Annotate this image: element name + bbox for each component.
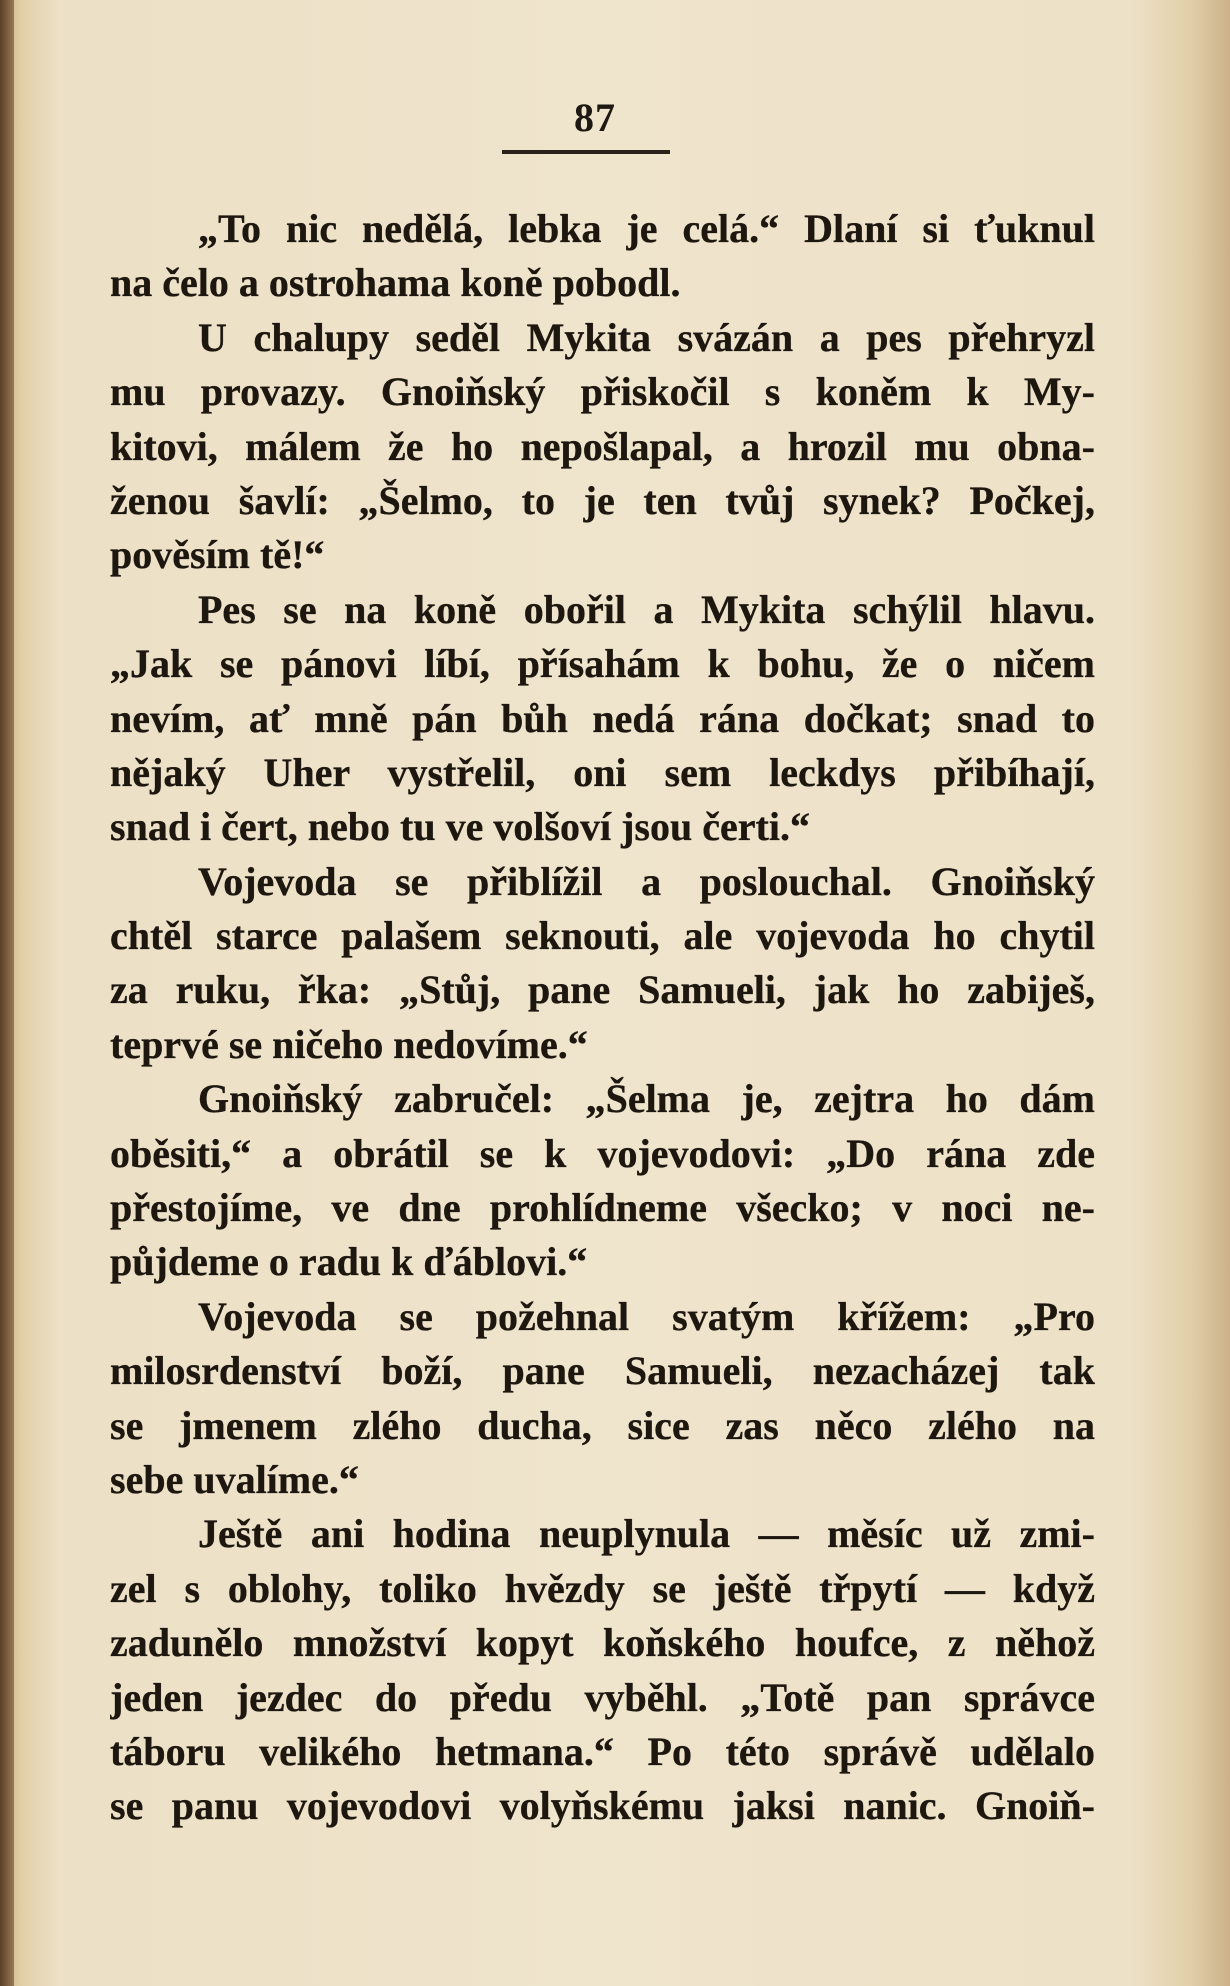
text-line: „To nic nedělá, lebka je celá.“ Dlaní si ťuknul — [198, 206, 1095, 251]
text-line: mu provazy. Gnoiňský přiskočil s koněm k My- — [110, 369, 1095, 415]
text-line: zadunělo množství kopyt koňského houfce, z něhož — [110, 1620, 1095, 1666]
text-line: nějaký Uher vystřelil, oni sem leckdys přibíhají, — [110, 749, 1095, 795]
text-line: snad i čert, nebo tu ve volšoví jsou čerti.“ — [110, 804, 810, 850]
text-line: oběsiti,“ a obrátil se k vojevodovi: „Do rána zde — [110, 1130, 1095, 1176]
text-line: milosrdenství boží, pane Samueli, nezacházej tak — [110, 1348, 1095, 1394]
text-line: Vojevoda se přiblížil a poslouchal. Gnoiňský — [198, 858, 1095, 904]
text-line: jeden jezdec do předu vyběhl. „Totě pan správce — [110, 1674, 1095, 1720]
text-line: táboru velikého hetmana.“ Po této správě udělalo — [110, 1728, 1095, 1774]
text-line: nevím, ať mně pán bůh nedá rána dočkat; snad to — [110, 695, 1095, 741]
text-line: za ruku, řka: „Stůj, pane Samueli, jak ho zabiješ, — [110, 967, 1095, 1013]
text-line: Gnoiňský zabručel: „Šelma je, zejtra ho dám — [198, 1076, 1095, 1122]
binding-edge — [0, 0, 14, 1986]
text-line: pověsím tě!“ — [110, 532, 325, 578]
page-number: 87 — [574, 95, 616, 140]
text-line: U chalupy seděl Mykita svázán a pes přehryzl — [198, 314, 1095, 360]
text-line: sebe uvalíme.“ — [110, 1456, 359, 1502]
text-line: ženou šavlí: „Šelmo, to je ten tvůj synek? Počkej, — [110, 477, 1095, 523]
text-line: Pes se na koně obořil a Mykita schýlil hlavu. — [198, 586, 1095, 632]
text-line: se jmenem zlého ducha, sice zas něco zlého na — [110, 1402, 1095, 1448]
text-line: Ještě ani hodina neuplynula — měsíc už zmi- — [198, 1511, 1095, 1557]
text-line: se panu vojevodovi volyňskému jaksi nanic. Gnoiň- — [110, 1783, 1095, 1829]
text-line: „Jak se pánovi líbí, přísahám k bohu, že o ničem — [110, 641, 1095, 687]
text-line: půjdeme o radu k ďáblovi.“ — [110, 1239, 588, 1285]
text-line: zel s oblohy, toliko hvězdy se ještě třpytí — když — [110, 1565, 1095, 1611]
body-text — [110, 202, 1095, 1834]
text-line: přestojíme, ve dne prohlídneme všecko; v noci ne- — [110, 1185, 1095, 1231]
page-number-rule — [502, 150, 670, 154]
text-line: teprvé se ničeho nedovíme.“ — [110, 1021, 588, 1067]
text-line: kitovi, málem že ho nepošlapal, a hrozil mu obna- — [110, 423, 1095, 469]
text-line: Vojevoda se požehnal svatým křížem: „Pro — [198, 1293, 1095, 1339]
text-line: chtěl starce palašem seknouti, ale vojevoda ho chytil — [110, 913, 1095, 959]
text-line: na čelo a ostrohama koně pobodl. — [110, 260, 681, 306]
